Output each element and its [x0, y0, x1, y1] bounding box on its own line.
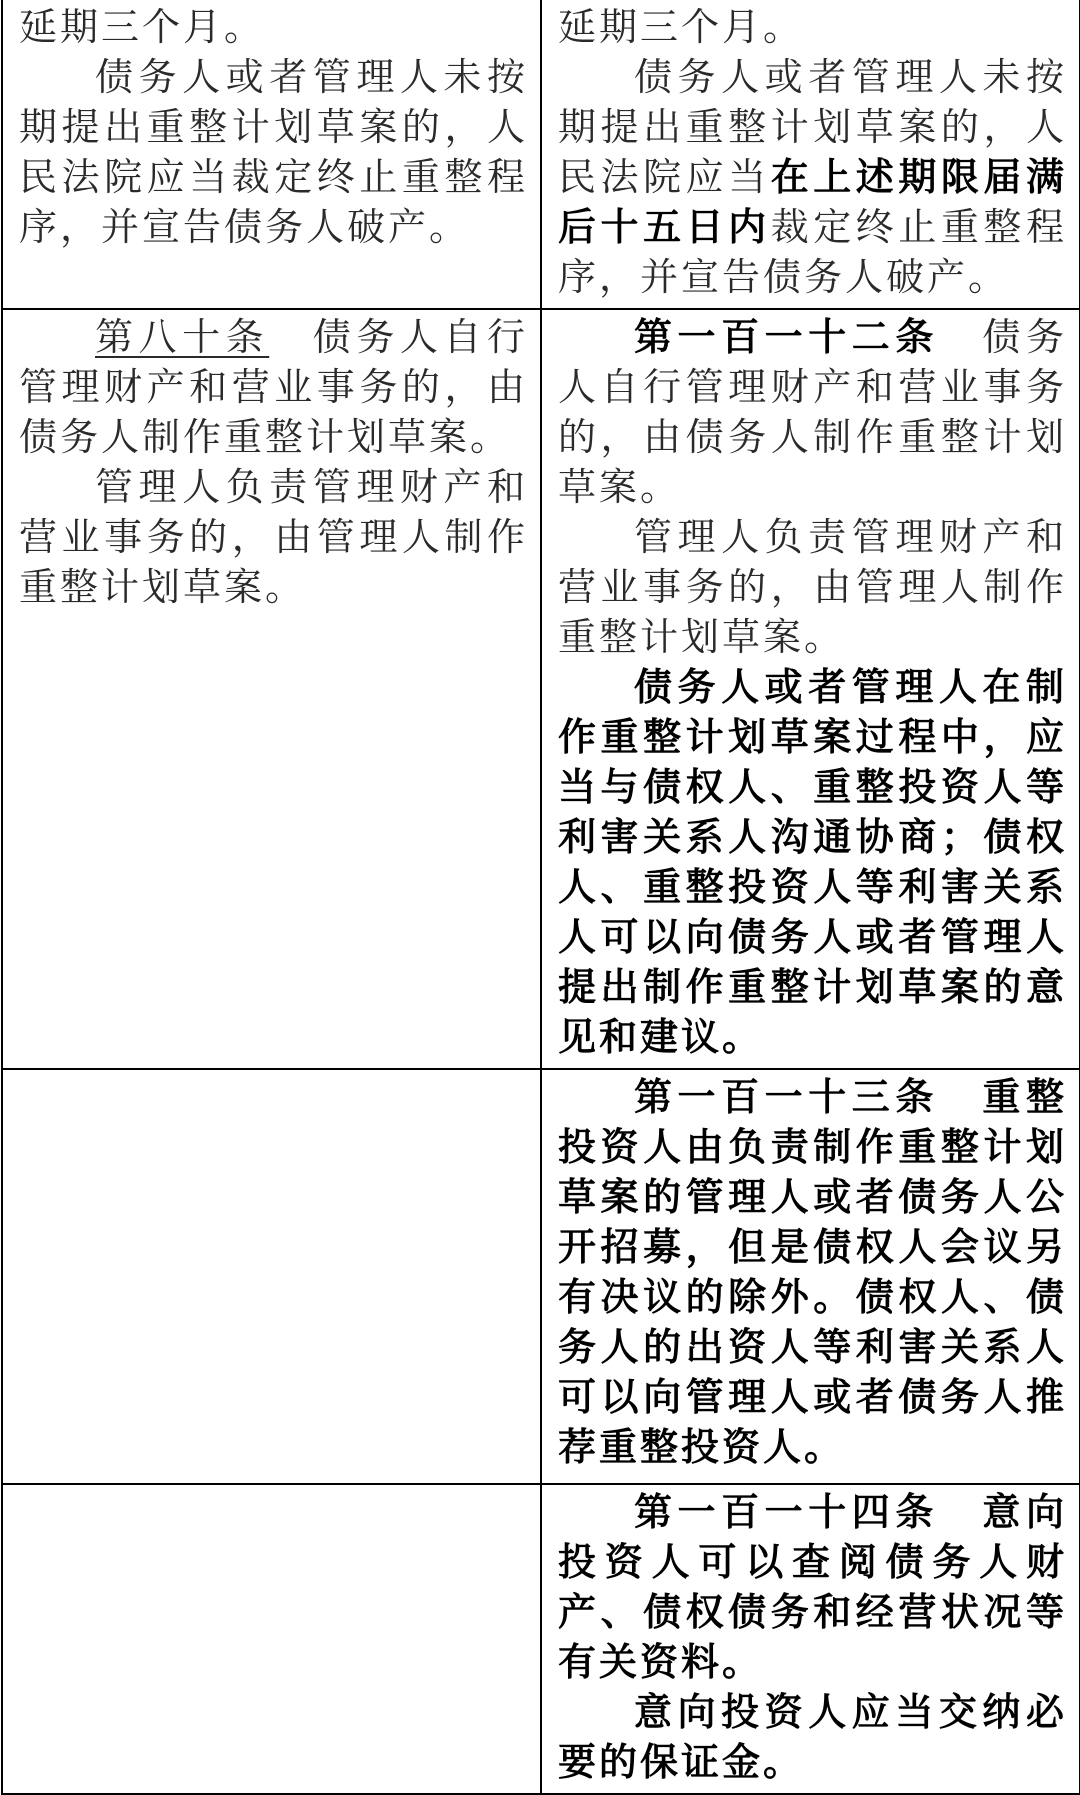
article-number: 第一百一十三条 [634, 1074, 939, 1119]
amended-paragraph [558, 1072, 1067, 1472]
table-row [2, 1069, 1080, 1484]
amended-paragraph: 意向投资人应当交纳必要的保证金。 [558, 1689, 1067, 1784]
paragraph-text: 债务人自行管理财产和营业事务的，由债务人制作重整计划草案。 [558, 315, 1067, 509]
old-law-cell [2, 0, 541, 309]
paragraph [19, 312, 528, 462]
paragraph-text: 裁定终止重整程序，并宣告债务人破产。 [558, 205, 1067, 299]
paragraph-text: 债务人自行管理财产和营业事务的，由债务人制作重整计划草案。 [19, 315, 528, 459]
table-row [2, 309, 1080, 1069]
law-comparison-table [1, 0, 1080, 1795]
amended-paragraph [558, 1487, 1067, 1687]
old-law-cell-empty [2, 1069, 541, 1484]
table-row [2, 0, 1080, 309]
new-law-cell [541, 0, 1080, 309]
paragraph: 延期三个月。 [558, 5, 805, 49]
paragraph: 管理人负责管理财产和营业事务的，由管理人制作重整计划草案。 [558, 515, 1067, 659]
paragraph [558, 312, 1067, 512]
old-law-cell [2, 309, 541, 1069]
paragraph [558, 52, 1067, 302]
paragraph-text: 重整投资人由负责制作重整计划草案的管理人或者债务人公开招募，但是债权人会议另有决议的除外。债权人、债务人的出资人等利害关系人可以向管理人或者债务人推荐重整投资人。 [558, 1074, 1067, 1469]
paragraph-text: 意向投资人可以查阅债务人财产、债权债务和经营状况等有关资料。 [558, 1489, 1067, 1684]
old-law-cell-empty [2, 1484, 541, 1794]
new-law-cell [541, 309, 1080, 1069]
amended-text: 在上述期限届满后十五日内 [558, 154, 1067, 249]
article-number: 第一百一十四条 [634, 1489, 939, 1534]
amended-paragraph: 债务人或者管理人在制作重整计划草案过程中，应当与债权人、重整投资人等利害关系人沟通协商；债权人、重整投资人等利害关系人可以向债务人或者管理人提出制作重整计划草案的意见和建议。 [558, 664, 1067, 1059]
new-law-cell [541, 1484, 1080, 1794]
new-law-cell [541, 1069, 1080, 1484]
paragraph-text: 债务人或者管理人未按期提出重整计划草案的，人民法院应当 [558, 55, 1067, 199]
paragraph: 债务人或者管理人未按期提出重整计划草案的，人民法院应当裁定终止重整程序，并宣告债务人破产。 [19, 55, 528, 249]
paragraph: 延期三个月。 [19, 5, 266, 49]
paragraph: 管理人负责管理财产和营业事务的，由管理人制作重整计划草案。 [19, 465, 528, 609]
table-row [2, 1484, 1080, 1794]
article-number: 第一百一十二条 [634, 314, 939, 359]
article-number: 第八十条 [95, 315, 270, 359]
